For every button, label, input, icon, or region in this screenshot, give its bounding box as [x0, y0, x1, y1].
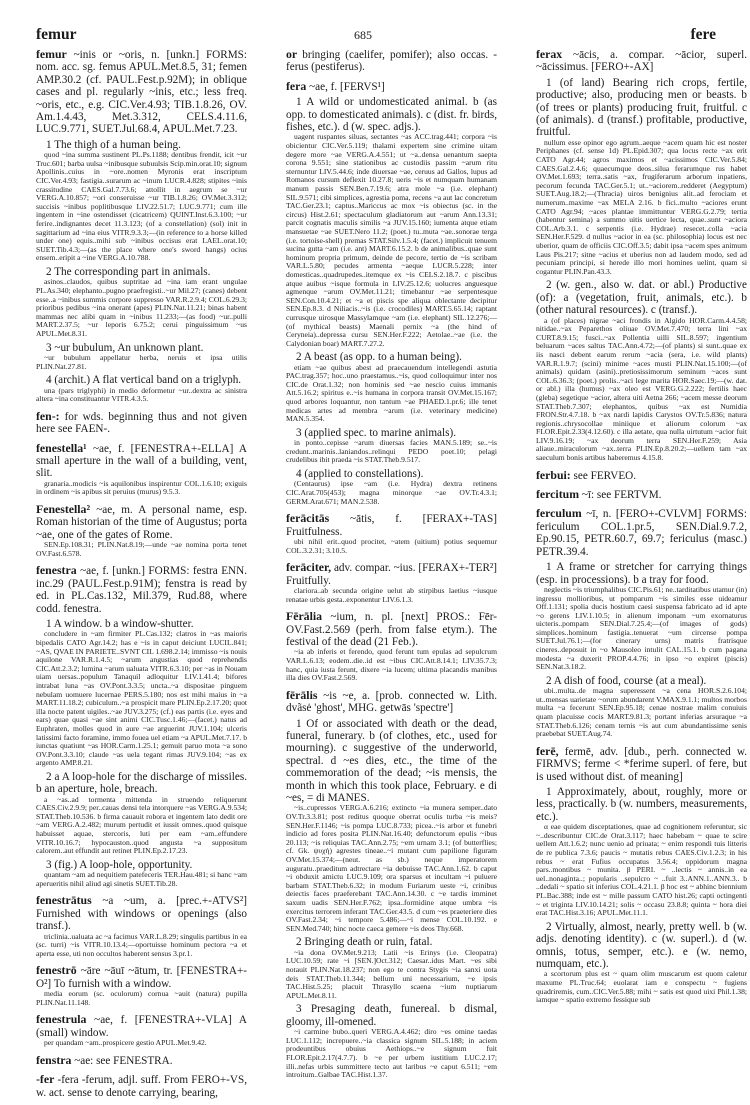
sense-definition: 1 A frame or stretcher for carrying things (esp. in processions). b a tray for food.: [536, 561, 747, 586]
entry-headword-line: fērālis ~is ~e, a. [prob. connected w. Lith. dvãsė 'ghost', MHG. getwās 'spectre']: [286, 687, 497, 715]
dictionary-entry: [536, 488, 747, 501]
lemma: ferax: [536, 47, 563, 61]
sense-definition: 3 (applied spec. to marine animals).: [296, 426, 456, 439]
entry-headword-line: Fenestella² ~ae, m. A personal name, esp. Roman historian of the time of Augustus; porta ~ae, one of the gates of Rome.: [36, 501, 247, 541]
entry-headword-line: ferāciter, adv. compar. ~ius. [FERAX+-TER²] Fruitfully.: [286, 560, 497, 587]
entry-headword-line: ferbui: see FERVEO.: [536, 467, 637, 482]
dictionary-entry: [286, 689, 497, 1080]
entry-headword-line: fera ~ae, f. [FERVS¹]: [286, 78, 385, 93]
dictionary-entry: [36, 410, 247, 436]
sense-definition: 2 (w. gen., also w. dat. or abl.) Productive (of): a (vegetation, fruit, animals, etc.). b (other natural resources). c (transf.).: [536, 279, 747, 317]
dictionary-entry: [36, 48, 247, 404]
lemma: fenestrō: [36, 963, 77, 978]
citation-block: concludere in ~am firmiter PL.Cas.132; clatros in ~as maioris bipedalis CATO Agr.14.2; has e ~is in caput deiciunt LUCIL.841; ~AS, QVAE IN PARIETE..SVNT CIL 1.698.2.14; immisso ~is nouis aquilone VAR.R.1.4.5; ~arum angustias quod reprehendis CIC.Att.2.3.2; lumina ~arum ualuata VITR.6.3.10; per ~as in Nouam uiam uersas..populum Tanaquil adloquitur LIV.1.41.4; bifores intrabat luna ~as OV.Pont.3.3.5; uncta..~a dispositae pinguem nebulam uomuere lucernae PERS.5.180; nos est mihi maius in ~a MART.11.18.2; cubiculum..~a prospicit mare PLIN.Ep.2.17.20; quot illa nocte patent uigiles..~ae JUV.3.275; (cf.) eas partis (i.e. eyes and ears) quae quasi ~ae sint animi CIC.Tusc.1.46;—(facet.) natus ad Euphraten, molles quod in aure ~ae arguerint JUV.1.104; ulceris latissimi facto foramine, immo fouea uel etiam ~a APUL.Met.7.17. b iunctas quatiunt ~as HOR.Carm.1.25.1; gemuit paruo mota ~a sono OV.Pont.3.3.10; claude ~as uela tegant rimas JUV.9.104; ~as ex argento AMP.8.21.: [36, 629, 247, 768]
sense-definition: 2 A beast (as opp. to a human being).: [296, 351, 462, 364]
lemma: ferbui:: [536, 467, 571, 482]
sense-definition: 2 Virtually, almost, nearly, pretty well. b (w. adjs. denoting identity). c (w. superl.). d (w. omnis, totus, semper, etc.). e (w. nemo, numquam, etc.).: [536, 920, 747, 970]
sense-definition: 4 (archit.) A flat vertical band on a triglyph.: [46, 374, 242, 387]
citation-block: per quandam ~am..prospicere gestio APUL.Met.9.42.: [44, 1038, 207, 1048]
citation-block: neglectis ~is triumphalibus CIC.Pis.61; ne..tarditatibus utamur (in) ingressu mollioribus, ut pomparum ~is similes esse uideamur Off.1.131; spolia ducis hostium caesi suspensa fabricato ad id apte ~o gerens LIV.1.10.5; in alienum imponam ~um exornaturus uicteris..pompam SEN.Dial.7.25.4;—(of images of gods) simplices..hominum fastigia..tenuerat ~um circense pompa SUET.Jul.76.1;—(for cinerary urns) matris fratrisque cineres..deposuit in ~o Mausoleo intulit CAL.15.1. b cum pagana modesta ~a duxerit PROP.4.4.76; in ipso ~o expiret (piscis) SEN.Nat.3.18.2.: [536, 584, 747, 672]
citation-block: asinos..claudos, quibus suptritae ad ~ina iam erant ungulae PL.As.340; elephanto..pugno praefregisti..~ur Mil.27; (canes) debent esse..a ~inibus summis corpore suppresso VAR.R.2.9.4; COL.6.29.3; prioribus pedibus ~ina onerant (apes) PLIN.Nat.11.21; binas habent mammas nec alibi quam in ~inibus 11.233;—(as food) ~ur..pulli MART.2.37.5; ~ur leporis 6.75.2; cerui pinguissimum ~us APUL.Met.8.31.: [36, 277, 247, 338]
citation-block: una (pars triglyphi) in medio deformetur ~ur..dextra ac sinistra altera ~ina constituantur VITR.4.3.5.: [36, 385, 247, 404]
citation-block: ubi..multa..de magna superessent ~a cena HOR.S.2.6.104; ut..mensas uarietate ~orum abundarent V.MAX.9.1.1; multos morbos multa ~a fecerunt SEN.Ep.95.18; cenae nostrae malim conuiuis quam placuisse cocis MART.9.81.3; portant inferias arsuraque ~a STAT.Theb.6.126; cenam ternis ~is aut cum abundantissime senis praebebat SUET.Aug.74.: [536, 686, 747, 739]
sense-definition: 1 Of or associated with death or the dead, funeral, funerary. b (of clothes, etc., used for mourning). c suggestive of the underworld, spectral. d ~es dies, etc., the time of the commemoration of the dead; ~is mensis, the month in which this took place, February. e di ~es, = di MANES.: [286, 717, 497, 805]
dictionary-entry: [286, 512, 497, 555]
running-header: [0, 26, 750, 46]
citation-block: SEN.Ep.108.31; PLIN.Nat.8.19;—unde ~ae nomina porta tenet OV.Fast.6.578.: [36, 540, 247, 558]
lemma: ferāciter,: [286, 560, 332, 575]
lemma: ferē,: [536, 743, 559, 758]
page-number: 685: [354, 28, 372, 42]
citation-block: granaria..modicis ~is aquilonibus inspirentur COL.1.6.10; exiguis in ordinem ~is apibus sit peruius (murus) 9.5.3.: [36, 478, 247, 497]
citation-block: ~ia dona OV.Met.9.213; Latii ~is Erinys (i.e. Cleopatra) LUC.10.59; rate ~i [SEN.]Oct.312; Caesar..idus Mart. ~es sibi notauit PLIN.Nat.18.237; non ego te contra Stygis ~ia sanxi uota deis STAT.Theb.11.344; bellum uni necessarium, ~e ipsis TAC.Hist.5.25; placuit Thrasyllo scaena ~ium nuptiarum APUL.Met.8.11.: [286, 947, 497, 1000]
sense-definition: 2 A dish of food, course (at a meal).: [546, 674, 707, 687]
lemma: femur: [36, 47, 67, 61]
sense-definition: 1 A window. b a window-shutter.: [46, 617, 194, 630]
citation-block: nullum esse opinor ego agrum..aeque ~acem quam hic est noster Periphanes (cf. sense 1d) PL.Epid.307; qua locus recte ~ax erit CATO Agr.44; agros maximos et ~acissimos CIC.Ver.5.84; CAES.Gal.2.4.6; quaecumque deos..silua ferarumque rus habet OV.Met.1.693; terra..satis ~ax, frugiferarum arborum inpatiens, pecorum fecunda TAC.Ger.5.1; ut..~aciorem..redderet (Aegyptum) SUET.Aug.18.2;—(Thracia) uiros benignius alit..ad ferociam et numerum..maxime ~ax MELA 2.16. b fici..multo ~aciores erunt CATO Agr.94; ~aces plantae immittuntur VERG.G.2.79; tertia (habentur semina) a summo uitis uertice lecta, quae..sunt ~aciora COL.Arb.3.1. c serpentis (i.e. Hydrae) resecet..colla ~acia SEN.Her.F.529. d nullus ~acior in ea (sc. philosophia) locus est nec uberior, quam de officiis CIC.Off.3.5; dabit ipsa ~acem spes animum Laus Pis.217; sitne ~acius et uberius non ad laudem modo, sed ad pecuniam principi, si herede illo mori homines uelint, quam si cogantur PLIN.Pan.43.3.: [536, 137, 747, 276]
citation-block: ubi nihil erit..quod procitet, ~atem (uitium) potius sequemur COL.3.2.31; 3.10.5.: [286, 537, 497, 555]
sense-definition: 1 The thigh of a human being.: [46, 138, 181, 151]
citation-block: in ponto..cepisse ~arum diuersas facies MAN.5.189; se..~is credunt..marinis..laniandos..relinqui PEDO poet.10; pelagi crudelibus ibit praeda ~is STAT.Theb.9.517.: [286, 438, 497, 465]
dictionary-entry: [286, 561, 497, 604]
lemma: fenstra: [36, 1052, 72, 1067]
citation-block: uagent ruspantes siluas, sectantes ~as ACC.trag.441; corpora ~is obicientur CIC.Ver.5.119; thalami expertem sine crimine uitam degere more ~ae VERG.A.4.551; ut ~a..densa uenantum saepta corona 9.551; sine stationibus ac custodiis passim ~arum ritu sternuntur LIV.5.44.6; inde diuersae ~ae, ceruus ad Gallos, lupus ad Romanos cursum deflexit 10.27.8; ueris ~is et numquam humanam manum passis SEN.Ben.7.19.6; atra mole ~a (i.e. elephant) SIL.9.571; cibi simplices, agrestia poma, recens ~a aut lac concretum TAC.Ger.23.1; captus..Mariccus ac mox ~is obiectus (sc. in the circus) Hist.2.61; spectaculum gladiatorum aut ~arum Ann.13.31; parcit cognatis maculis similis ~a JUV.15.160; iumenta atque etiam mansuetae ~ae SUET.Nero 11.2; (poet.) tu..muta ~ae..sonorae terga (i.e. tortoise-shell) premas STAT.Silv.1.5.4; (facet.) implicuit tenuem sucina gutta ~am (i.e. ant) MART.6.15.2. b de animalibus..quae sunt hominum propria primum, deinde de pecore, tertio de ~is scribam VAR.L.5.80; pecudes armenta ~aeque LUCR.5.228; inter domesticas..quadrupedes..itemque ex ~is CELS.2.18.7. c piscibus atque auibus ~isque formula in LIV.25.12.6; uolucres anguesque agmenque ~arum OV.Met.11.21; timebantur ~ae serpentesque SEN.Con.10.4.21; et ~a et piscis spe aliqua oblectante decipitur SEN.Ep.8.3. d Niliacis..~is (i.e. crocodiles) MART.5.65.14; raptant currusque uirosque Massylamque ~am (i.e. elephant) SIL.12.276;—(of mythical beasts) Maenali pernix ~a (the hind of Ceryneia)..depressa cursu SEN.Her.F.222; Aetolae..~ae (i.e. the Calydonian boar) MART.7.27.2.: [286, 132, 497, 348]
lemma: or: [286, 47, 298, 61]
dictionary-entry: [536, 48, 747, 463]
dictionary-entry: [286, 48, 497, 74]
sense-definition: 2 a A loop-hole for the discharge of missiles. b an aperture, hole, breach.: [36, 770, 247, 796]
citation-block: a scortorum plus est ~ quam olim muscarum est quom caletur maxume PL.Truc.64; euolarat iam e conspectu ~ fugiens quadriremis, cum..CIC.Ver.5.88; mihi ~ satis est quod uixi Phil.1.38; iamque ~ spatio extremo fessique sub: [536, 969, 747, 1005]
citation-block: α eae quidem disceptationes, quae ad cognitionem referuntur, sic ~..describuntur CIC.de Orat.3.117; haec habebam ~ quae te scire uellem Att.1.6.2; nunc uenio ad priuata; ~ enim respondi tuis litteris de re publica 7.3.6; paucis ~ mutatis rebus CAES.Civ.1.2.3; in his rebus ~ erat Fufius occupatus 3.56.4; oppidorum magna pars..montibus ~ munita. β PERI. ~ ..lectis ~ annis..in ea uel..nonaginta..; popularis ..sepulcro ~ ..fuit 3..ANN.1..ANN.3.. b ..dedali ~ spatio sit inferius COL.4.21.1. β hoc est ~ abhinc biennium PL.Bac.388; inde est ~ mille passum CATO hist.26; capti octingenti ~ et triginta LIV.10.14.21; solis ~ occasu 23.8.8; quinta ~ hora diei erat TAC.Hist.3.16; APUL.Met.11.1.: [536, 822, 747, 918]
lemma: Fērālia: [286, 609, 323, 624]
sense-definition: 1 Approximately, about, roughly, more or less, practically. b (w. numbers, measurements, etc.).: [536, 786, 747, 823]
entry-headword-line: fenestrātus ~a ~um, a. [prec.+-ATVS²] Furnished with windows or openings (also transf.).: [36, 893, 247, 933]
lemma: Fenestella²: [36, 501, 90, 516]
entry-headword-line: fenstra ~ae: see FENESTRA.: [36, 1052, 173, 1067]
dictionary-entry: [536, 745, 747, 1005]
citation-block: ~is..cupressos VERG.A.6.216; extincto ~ia munera semper..dato OV.Tr.3.3.81; post reditus quoque oberrat oculis turba ~is meis? SEN.Her.F.1146; ~is pompa LUC.8.733; picea..~is arbor et funebri indicio ad fores posita PLIN.Nat.16.40; defunctorum epulis ~ibus 20.113; ~is reliquias TAC.Ann.2.75; ~em urnam 3.1; (of butterflies; cf. Gk. ψυχή) agrestes tineae..~i mutant cum papilione figuram OV.Met.15.374;—(neut. as sb.) neque imperatorem auguratu..praeditum adtrectare ~ia debuisse TAC.Ann.1.62. b caput ~i obduxit amictu LUC.9.109; ora sparsus et incultam ~i puluere barbam STAT.Theb.6.32; in modum Furiarum ueste ~i, crinibus deiectis faces praeferebant TAC.Ann.14.30. c ~e tardis imminet saxum uadis SEN.Her.F.762; ipsa..formidine atque umbra ~is exercitus terrorem inferant TAC.Ger.43.5. d cum ~es praeteriere dies OV.Fast.2.34; ~i tempore 5.486;—~i mense COL.10.192. e SEN.Med.740; hinc nocte caeca gemere ~is deos Thy.668.: [286, 803, 497, 933]
dictionary-entry: [36, 1073, 247, 1099]
citation-block: ~ur bubulum appellatur herba, neruis et ipsa utilis PLIN.Nat.27.81.: [36, 352, 247, 371]
left-guide-word: femur: [36, 26, 77, 43]
entry-headword-line: -fer -fera -ferum, adjl. suff. From FERO+-VS, w. act. sense to denote carrying, bearing,: [36, 1072, 247, 1099]
sense-definition: 2 The corresponding part in animals.: [46, 265, 211, 278]
right-guide-word: fere: [690, 26, 716, 43]
dictionary-entry: [36, 964, 247, 1007]
dictionary-entry: [286, 610, 497, 683]
citation-block: quantam ~am ad nequitiem patefeceris TER.Hau.481; si hanc ~am aperueritis nihil aliud agi sinetis SUET.Tib.28.: [36, 870, 247, 888]
dictionary-entry: [36, 1054, 247, 1067]
citation-block: clariora..ab secunda origine uelut ab stirpibus laetius ~iusque renatae urbis gesta..exponentur LIV.6.1.3.: [286, 586, 497, 604]
lemma: ferācitās: [286, 511, 330, 526]
entry-headword-line: fercitum ~ī: see FERTVM.: [536, 487, 662, 502]
citation-block: media eorum (sc. oculorum) cornua ~auit (natura) pupilla PLIN.Nat.11.148.: [36, 989, 247, 1007]
dictionary-entry: [36, 503, 247, 558]
column-1: [36, 48, 247, 1105]
lemma: fenestra: [36, 563, 77, 578]
dictionary-entry: [36, 564, 247, 888]
citation-block: ~i carmine bubo..queri VERG.A.4.462; diro ~es omine taedas LUC.1.112; increpuere..~ia classica signum SIL.5.188; in aciem prodeuntibus obuius Aethiops..~e signum fuit FLOR.Epit.2.17(4.7.7). b ~e per urbem iustitium LUC.2.17; illi..nefas urbis summittere tecto aut laribus ~e caput 6.511; ~em introitum..Galbae TAC.Hist.1.37.: [286, 1027, 497, 1080]
dictionary-entry: [36, 894, 247, 958]
citation-block: triclinia..ualuata ac ~a facimus VAR.L.8.29; singulis partibus in ea (sc. turri) ~is VITR.10.13.4;—oportuisse hominum pectora ~a et aperta esse, uti non occultos haberent sensus 3.pr.1.: [36, 931, 247, 958]
entry-headword-line: fen-: for wds. beginning thus and not given here see FAEN-.: [36, 408, 247, 436]
entry-headword-line: fenestra ~ae, f. [unkn.] FORMS: festra ENN. inc.29 (PAUL.Fest.p.91M); fenstra is read by ed. in PL.Cas.132, Mil.379, Rud.88, where codd. fenestra.: [36, 563, 247, 615]
sense-definition: 3 (fig.) A loop-hole, opportunity.: [46, 858, 193, 871]
entry-headword-line: ferācitās ~ātis, f. [FERAX+-TAS] Fruitfulness.: [286, 511, 497, 538]
sense-definition: 1 (of land) Bearing rich crops, fertile, productive; also, producing men or beasts. b (of trees or plants) producing fruit, fruitful. c (of animals). d (transf.) profitable, productive, fruitful.: [536, 76, 747, 139]
entry-headword-line: ferē, fermē, adv. [dub., perh. connected w. FIRMVS; ferme < *ferime superl. of fere, but is used without dist. of meaning]: [536, 743, 747, 783]
lemma: fenestella¹: [36, 440, 87, 455]
entry-headword-line: ferax ~ācis, a. compar. ~ācior, superl. ~ācissimus. [FERO+-AX]: [536, 47, 747, 74]
dictionary-entry: [36, 442, 247, 497]
lemma: fen-:: [36, 408, 60, 423]
citation-block: (Centaurus) ipse ~am (i.e. Hydra) dextra retinens CIC.Arat.705(453); magna minorque ~ae OV.Tr.4.3.1; GERM.Arat.671; MAN.2.538.: [286, 479, 497, 506]
lemma: fenestrula: [36, 1012, 87, 1027]
entry-headword-line: Fērālia ~ium, n. pl. [next] PROS.: Fēr- OV.Fast.2.569 (perh. from false etym.). The festival of the dead (21 Feb.).: [286, 609, 497, 649]
dictionary-entry: [36, 1013, 247, 1047]
sense-definition: 1 A wild or undomesticated animal. b (as opp. to domesticated animals). c (dist. fr. birds, fishes, etc.). d (w. spec. adjs.).: [286, 96, 497, 134]
dictionary-entry: [286, 80, 497, 506]
sense-definition: 4 (applied to constellations).: [296, 468, 424, 481]
sense-definition: 3 ~ur bubulum, An unknown plant.: [46, 341, 204, 354]
lemma: ferculum: [536, 506, 582, 521]
lemma: fercitum: [536, 487, 580, 502]
citation-block: ~ia ab inferis et ferendo, quod ferunt tum epulas ad sepulcrum VAR.L.6.13; eodem..die..id est ~ibus CIC.Att.8.14.1; LIV.35.7.3; hanc, quia iusta ferunt, dixere ~ia lucem; ultima placandis manibus illa dies OV.Fast.2.569.: [286, 647, 497, 683]
lemma: fera: [286, 78, 307, 93]
sense-definition: 3 Presaging death, funereal. b dismal, gloomy, ill-omened.: [286, 1003, 497, 1028]
sense-definition: 2 Bringing death or ruin, fatal.: [296, 936, 433, 949]
entry-headword-line: fenestrula ~ae, f. [FENESTRA+-VLA] A (small) window.: [36, 1012, 247, 1039]
citation-block: quod ~ina summa sustinent PL.Ps.1188; dentibus frendit, icit ~ur Truc.601; barba uulsa ~inibusque subuulsis Scip.min.orat.10; signum Apollinis..cuius in ~ore..nomen Myronis erat inscriptum CIC.Ver.4.93; fastigia..surarum ac ~inum LUCR.4.828; stipites ~inis crassitudine CAES.Gal.7.73.6; attollit in aegrum se ~ur VERG.A.10.857; ~ori conseruisse ~ur TIB.1.8.26; OV.Met.3.312; succisis ~inibus poplitibusque LIV.22.51.7; LUC.9.771; cum ille ingentem in ~ine ostendisset (cicatricem) QUINT.Inst.6.3.100; ~ur ferire..indignantes decet 11.3.123; (of a constellation) (sol) init in sagittarium ad ~ina eius VITR.9.3.3;—(in reference to a horse killed under one) equis..mihi sub ~inibus occisus erat LAEL.orat.10; SUET.Tib.4.3;—(as the place where one's sword hangs) ocius ensem..eripit a ~ine VERG.A.10.788.: [36, 150, 247, 263]
lemma: -fer: [36, 1072, 55, 1087]
lemma: fenestrātus: [36, 893, 92, 908]
dictionary-entry: [536, 469, 747, 482]
entry-headword-line: femur ~inis or ~oris, n. [unkn.] FORMS: nom. acc. sg. femus APUL.Met.8.5, 31; femen AMP.30.2 (cf. PAUL.Fest.p.92M); in oblique cases and pl. regularly ~inis, etc.; less freq. ~oris, etc., e.g. CIC.Ver.4.93; TIB.1.8.26, OV. Am.1.4.43, Met.3.312, CELS.4.11.6, LUC.9.771, SUET.Jul.68.4, APUL.Met.7.23.: [36, 47, 247, 136]
entry-headword-line: fenestella¹ ~ae, f. [FENESTRA+-ELLA] A small aperture in the wall of a building, vent, slit.: [36, 440, 247, 480]
entry-headword-line: ferculum ~ī, n. [FERO+-CVLVM] FORMS: fericulum COL.1.pr.5, SEN.Dial.9.7.2, Ep.90.15, PETR.60.7, 69.7; fericulus (masc.) PETR.39.4.: [536, 506, 747, 558]
citation-block: a (of places) nigrae ~aci frondis in Algido HOR.Carm.4.4.58; nitidae..~ax Peparethos oliuae OV.Met.7.470; terra lini ~ax CURT.8.9.15; fusci..~ax Pollentia uilli SIL.8.597; ingentium beluarum ~aces saltus TAC.Ann.4.72;—(of plants) si sunt..quae ex iis nasci debent earum rerum ~acia (sera, i.e. wild plants) VAR.R.1.9.7; (scini) minime ~aces musti PLIN.Nat.15.100;—(of animals) quidam (asini)..pretiosissimorum seminum ~aces sunt COL.6.36.3; (poet.) prolis..~aci lege marita HOR.Saec.19;—(w. dat. or abl.) illa (humus) ~ax oleo est VERG.G.2.222; fertilis haec (gleba) segetique ~acior, altera uiti Aetna 266; ~acem messe deorum STAT.Theb.7.307; elephantos, quibus ~ax est Numidia FRON.Str.4.7.18. b ~ax nardi lapidis Carystos OV.Tr.5.836; natura regionis..chrysocollae miniique et aliorum colorum ~ax FLOR.Epit.2.33(4.12.60). c illa aetate, qua nulla uirtutum ~acior fuit LIV.9.16.19; ~ax deorum terra SEN.Her.F.259; Asia aliaue..miraculorum ~ax..terra PLIN.Ep.8.20.2;—uellem tam ~ax saeculum bonis artibus haberemus 4.15.8.: [536, 315, 747, 463]
lemma: fērālis: [286, 687, 318, 702]
citation-block: a ~as..ad tormenta mittenda in struendo reliquerunt CAES.Civ.2.9.9; per..cauas densi tela intorquere ~as VERG.A.9.534; STAT.Theb.10.536. b firma cauauit robora et ingentem lato dedit ore ~am VERG.A.2.482; murum pertudit et iussit omnes..quod quisque habuisset aquae, stercoris, luti per eam ~am..effundere VITR.10.16.7; hypocauston..quod angusta ~a suppositum calorem..aut effundit aut retinet PLIN.Ep.2.17.23.: [36, 794, 247, 856]
citation-block: etiam ~ae quibus abest ad praecauendum intellegendi astutia PAC.trag.357; hoc..uno praestamus..~is, quod colloquimur inter nos CIC.de Orat.1.32; non hominis sed ~ae nescio cuius immanis Att.5.16.2; spiritus e..~is humana in corpora transit OV.Met.15.167; quod arbores loquantur, non tantum ~ae PHAED.1.pr.6; ille tenet medicas artes ad membra ~arum (i.e. veterinary medicine) MAN.5.354.: [286, 362, 497, 424]
entry-headword-line: fenestrō ~āre ~āuī ~ātum, tr. [FENESTRA+-O²] To furnish with a window.: [36, 963, 247, 990]
dictionary-entry: [536, 507, 747, 738]
column-2: [286, 48, 497, 1086]
entry-headword-line: or bringing (caelifer, pomifer); also occas. -ferus (pestiferus).: [286, 47, 497, 74]
column-3: [536, 48, 747, 1011]
